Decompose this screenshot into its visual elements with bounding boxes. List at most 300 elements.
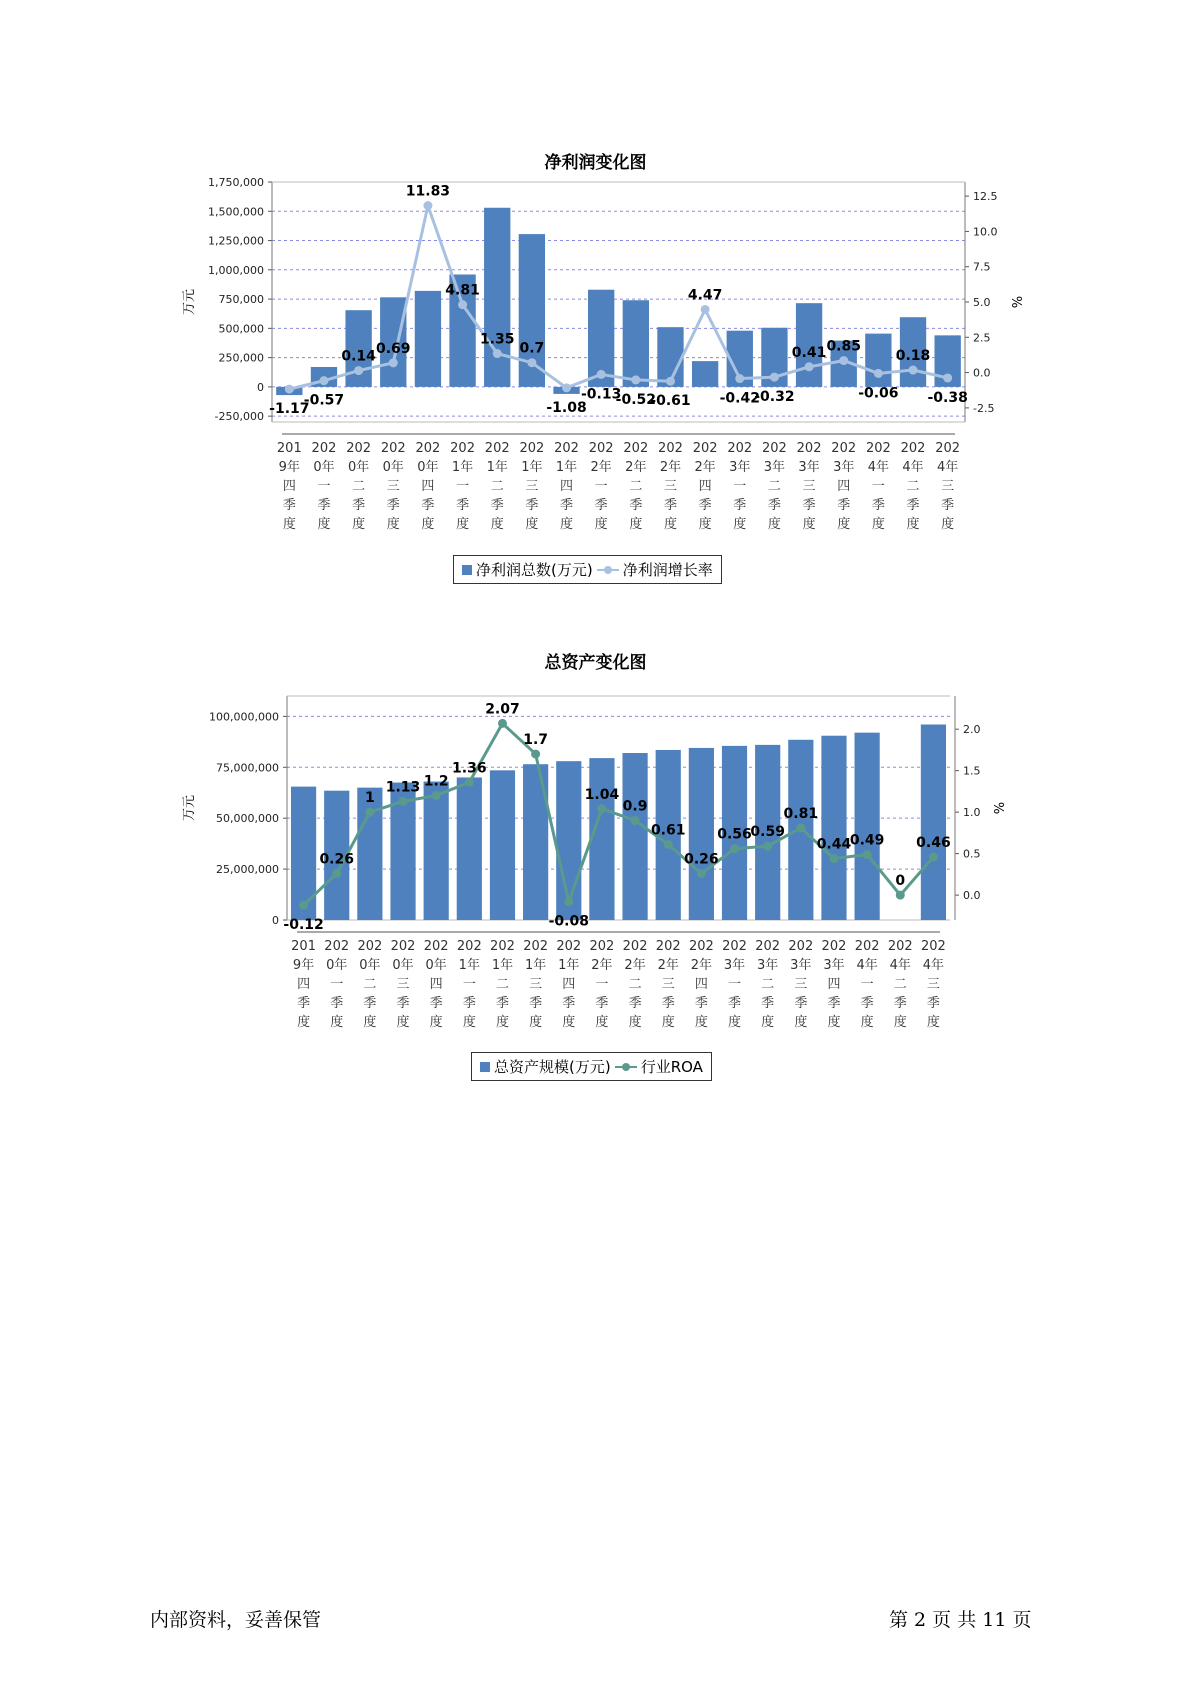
x-tick-label: 202 bbox=[722, 939, 747, 954]
y-axis-title: 万元 bbox=[182, 794, 197, 822]
line-point bbox=[389, 358, 398, 367]
x-tick-label: 度 bbox=[317, 517, 331, 532]
x-tick-label: 一 bbox=[462, 977, 476, 992]
line-point bbox=[631, 816, 640, 825]
x-tick-label: 一 bbox=[595, 977, 609, 992]
data-label: 1.04 bbox=[584, 786, 620, 803]
x-tick-label: 季 bbox=[297, 996, 311, 1011]
x-tick-label: 季 bbox=[363, 996, 377, 1011]
x-tick-label: 度 bbox=[893, 1015, 907, 1030]
bar bbox=[415, 291, 441, 387]
x-tick-label: 二 bbox=[906, 479, 920, 494]
x-tick-label: 2年 bbox=[690, 958, 713, 973]
x-tick-label: 二 bbox=[352, 479, 366, 494]
x-tick-label: 季 bbox=[560, 498, 574, 513]
x-tick-label: 0年 bbox=[425, 958, 447, 973]
x-tick-label: 度 bbox=[629, 517, 643, 532]
y-tick-label: 1,500,000 bbox=[208, 205, 264, 219]
x-tick-label: 2年 bbox=[694, 460, 716, 475]
x-tick-label: 度 bbox=[761, 1015, 775, 1030]
x-tick-label: 202 bbox=[346, 441, 372, 456]
x-tick-label: 季 bbox=[871, 498, 885, 513]
line-point bbox=[458, 300, 467, 309]
x-tick-label: 季 bbox=[761, 996, 775, 1011]
data-label: 0.14 bbox=[341, 348, 376, 365]
data-label: 0.49 bbox=[849, 832, 885, 849]
legend-line-swatch bbox=[597, 565, 619, 575]
y2-tick-label: 0.5 bbox=[963, 847, 981, 861]
x-tick-label: 四 bbox=[429, 977, 443, 992]
x-tick-label: 1年 bbox=[555, 460, 578, 475]
line-point bbox=[666, 377, 675, 386]
x-tick-label: 202 bbox=[519, 441, 545, 456]
x-tick-label: 度 bbox=[352, 517, 366, 532]
y2-tick-label: 5.0 bbox=[973, 296, 991, 309]
x-tick-label: 3年 bbox=[790, 958, 812, 973]
x-tick-label: 度 bbox=[525, 517, 539, 532]
x-tick-label: 度 bbox=[495, 1015, 509, 1030]
x-tick-label: 三 bbox=[386, 479, 400, 494]
data-label: 0.85 bbox=[826, 338, 861, 355]
x-tick-label: 2年 bbox=[625, 460, 647, 475]
x-tick-label: 度 bbox=[728, 1015, 742, 1030]
x-tick-label: 度 bbox=[396, 1015, 410, 1030]
line-point bbox=[701, 305, 710, 314]
data-label: 0.26 bbox=[319, 851, 354, 868]
data-label: -0.38 bbox=[927, 389, 968, 406]
x-tick-label: 一 bbox=[860, 977, 874, 992]
data-label: 0.59 bbox=[750, 824, 785, 841]
line-point bbox=[796, 823, 805, 832]
x-tick-label: 度 bbox=[628, 1015, 642, 1030]
data-label: 1.2 bbox=[423, 773, 449, 790]
line-point bbox=[735, 374, 744, 383]
line-point bbox=[943, 373, 952, 382]
x-tick-label: 202 bbox=[490, 939, 515, 954]
x-tick-label: 三 bbox=[941, 479, 955, 494]
y-tick-label: 500,000 bbox=[218, 322, 264, 336]
legend-bar-swatch bbox=[462, 565, 472, 575]
y-tick-label: 750,000 bbox=[218, 293, 264, 307]
x-tick-label: 202 bbox=[831, 441, 857, 456]
line-point bbox=[399, 797, 408, 806]
x-tick-label: 三 bbox=[794, 977, 808, 992]
y-tick-label: 1,000,000 bbox=[208, 263, 264, 277]
x-tick-label: 二 bbox=[893, 977, 907, 992]
x-tick-label: 季 bbox=[728, 996, 742, 1011]
y-tick-label: 25,000,000 bbox=[216, 863, 279, 877]
y2-axis-title: % bbox=[1008, 295, 1023, 309]
x-tick-label: 度 bbox=[562, 1015, 576, 1030]
data-label: -0.61 bbox=[650, 393, 691, 410]
x-tick-label: 202 bbox=[523, 939, 549, 954]
bar bbox=[865, 334, 891, 387]
x-tick-label: 度 bbox=[429, 1015, 443, 1030]
x-tick-label: 度 bbox=[456, 517, 470, 532]
x-tick-label: 202 bbox=[821, 939, 847, 954]
data-label: 0.41 bbox=[791, 344, 827, 361]
x-tick-label: 季 bbox=[352, 498, 366, 513]
data-label: 0.56 bbox=[717, 826, 752, 843]
line-point bbox=[432, 791, 441, 800]
y-tick-label: 1,750,000 bbox=[208, 176, 264, 189]
line-point bbox=[597, 370, 606, 379]
x-tick-label: 度 bbox=[594, 517, 608, 532]
x-tick-label: 1年 bbox=[524, 958, 547, 973]
chart-title: 净利润变化图 bbox=[544, 153, 647, 173]
line-point bbox=[763, 842, 772, 851]
x-tick-label: 度 bbox=[560, 517, 574, 532]
y-tick-label: -250,000 bbox=[214, 410, 264, 424]
x-tick-label: 季 bbox=[594, 498, 608, 513]
x-tick-label: 一 bbox=[733, 479, 747, 494]
bar bbox=[589, 758, 614, 920]
x-tick-label: 202 bbox=[921, 939, 946, 954]
data-label: 1.35 bbox=[479, 331, 515, 348]
x-tick-label: 4年 bbox=[902, 460, 924, 475]
line-point bbox=[597, 804, 606, 813]
line-point bbox=[319, 376, 328, 385]
y2-tick-label: 0.0 bbox=[973, 366, 991, 380]
x-tick-label: 季 bbox=[396, 996, 410, 1011]
x-tick-label: 三 bbox=[529, 977, 543, 992]
x-tick-label: 1年 bbox=[521, 460, 543, 475]
footer-page-number: 第 2 页 共 11 页 bbox=[889, 1609, 1032, 1631]
line-point bbox=[929, 852, 938, 861]
x-tick-label: 3年 bbox=[833, 460, 855, 475]
x-tick-label: 201 bbox=[291, 939, 316, 954]
x-tick-label: 202 bbox=[450, 441, 475, 456]
x-tick-label: 1年 bbox=[491, 958, 514, 973]
x-tick-label: 202 bbox=[854, 939, 880, 954]
data-label: -0.08 bbox=[548, 913, 589, 930]
x-tick-label: 度 bbox=[490, 517, 504, 532]
x-tick-label: 四 bbox=[837, 479, 851, 494]
x-tick-label: 202 bbox=[311, 441, 337, 456]
line-point bbox=[285, 385, 294, 394]
x-tick-label: 季 bbox=[794, 996, 808, 1011]
x-tick-label: 四 bbox=[694, 977, 708, 992]
bar bbox=[692, 361, 718, 387]
x-tick-label: 二 bbox=[761, 977, 775, 992]
x-tick-label: 202 bbox=[415, 441, 441, 456]
x-tick-label: 二 bbox=[490, 479, 504, 494]
x-tick-label: 度 bbox=[837, 517, 851, 532]
x-tick-label: 202 bbox=[692, 441, 718, 456]
data-label: 2.07 bbox=[485, 701, 520, 718]
line-point bbox=[697, 869, 706, 878]
data-label: -0.13 bbox=[580, 386, 622, 403]
x-tick-label: 季 bbox=[663, 498, 677, 513]
x-tick-label: 季 bbox=[661, 996, 675, 1011]
bar bbox=[689, 748, 714, 920]
data-label: 0.69 bbox=[376, 340, 411, 357]
x-tick-label: 一 bbox=[871, 479, 885, 494]
x-tick-label: 二 bbox=[363, 977, 377, 992]
data-label: 0.61 bbox=[650, 822, 686, 839]
x-tick-label: 0年 bbox=[313, 460, 335, 475]
x-tick-label: 三 bbox=[661, 977, 675, 992]
x-tick-label: 四 bbox=[562, 977, 576, 992]
line-point bbox=[631, 375, 640, 384]
y-tick-label: 100,000,000 bbox=[209, 710, 279, 724]
x-tick-label: 3年 bbox=[798, 460, 820, 475]
line-point bbox=[770, 373, 779, 382]
x-tick-label: 二 bbox=[628, 977, 642, 992]
line-point bbox=[863, 850, 872, 859]
x-tick-label: 1年 bbox=[458, 958, 480, 973]
x-tick-label: 202 bbox=[796, 441, 822, 456]
x-tick-label: 度 bbox=[794, 1015, 808, 1030]
x-tick-label: 三 bbox=[396, 977, 410, 992]
y2-tick-label: 1.0 bbox=[963, 806, 981, 820]
x-tick-label: 202 bbox=[380, 441, 406, 456]
data-label: 0 bbox=[895, 873, 906, 890]
x-tick-label: 度 bbox=[802, 517, 816, 532]
x-tick-label: 度 bbox=[663, 517, 677, 532]
line-point bbox=[527, 358, 536, 367]
x-tick-label: 3年 bbox=[723, 958, 746, 973]
x-tick-label: 度 bbox=[282, 517, 296, 532]
data-label: -0.06 bbox=[858, 385, 899, 402]
x-tick-label: 季 bbox=[767, 498, 781, 513]
legend-bar-swatch bbox=[480, 1062, 490, 1072]
data-label: 0.18 bbox=[895, 348, 931, 365]
x-tick-label: 9年 bbox=[292, 958, 315, 973]
y-tick-label: 250,000 bbox=[218, 351, 264, 365]
data-label: 0.9 bbox=[622, 798, 648, 815]
x-tick-label: 季 bbox=[837, 498, 851, 513]
x-tick-label: 2年 bbox=[659, 460, 682, 475]
net-profit-chart-svg bbox=[0, 140, 1191, 560]
x-tick-label: 三 bbox=[663, 479, 677, 494]
x-tick-label: 0年 bbox=[326, 958, 348, 973]
x-tick-label: 0年 bbox=[417, 460, 439, 475]
x-tick-label: 202 bbox=[357, 939, 383, 954]
line-point bbox=[874, 369, 883, 378]
x-tick-label: 1年 bbox=[451, 460, 474, 475]
bar bbox=[623, 300, 649, 387]
y2-tick-label: 2.0 bbox=[963, 723, 981, 737]
data-label: -0.12 bbox=[283, 917, 324, 934]
line-point bbox=[354, 366, 363, 375]
legend-label-roa: 行业ROA bbox=[640, 1058, 703, 1076]
net-profit-chart bbox=[0, 140, 1191, 600]
x-tick-label: 二 bbox=[629, 479, 643, 494]
line-point bbox=[423, 201, 432, 210]
data-label: -0.42 bbox=[719, 390, 760, 407]
x-tick-label: 202 bbox=[484, 441, 510, 456]
x-tick-label: 9年 bbox=[278, 460, 300, 475]
y-tick-label: 1,250,000 bbox=[208, 234, 264, 248]
bar bbox=[921, 725, 946, 920]
x-tick-label: 季 bbox=[629, 498, 643, 513]
x-tick-label: 202 bbox=[655, 939, 681, 954]
y2-tick-label: 7.5 bbox=[973, 260, 991, 274]
x-tick-label: 4年 bbox=[937, 460, 959, 475]
y-tick-label: 0 bbox=[272, 914, 279, 927]
x-tick-label: 季 bbox=[490, 498, 504, 513]
x-tick-label: 202 bbox=[727, 441, 753, 456]
x-tick-label: 一 bbox=[594, 479, 608, 494]
y2-tick-label: -2.5 bbox=[973, 401, 995, 415]
data-label: 4.47 bbox=[687, 287, 723, 304]
x-tick-label: 202 bbox=[390, 939, 416, 954]
x-tick-label: 202 bbox=[865, 441, 891, 456]
x-tick-label: 四 bbox=[827, 977, 841, 992]
x-tick-label: 3年 bbox=[823, 958, 845, 973]
x-tick-label: 1年 bbox=[486, 460, 508, 475]
data-label: -0.52 bbox=[615, 391, 657, 408]
x-tick-label: 季 bbox=[421, 498, 435, 513]
x-tick-label: 201 bbox=[276, 441, 302, 456]
bar bbox=[622, 753, 647, 920]
x-tick-label: 四 bbox=[421, 479, 435, 494]
x-tick-label: 季 bbox=[525, 498, 539, 513]
data-label: 11.83 bbox=[405, 183, 451, 200]
legend-line-swatch bbox=[615, 1062, 637, 1072]
bar bbox=[357, 788, 382, 920]
chart-legend bbox=[471, 1052, 712, 1081]
x-tick-label: 202 bbox=[556, 939, 582, 954]
y-axis-title: 万元 bbox=[182, 288, 197, 316]
y-tick-label: 50,000,000 bbox=[216, 812, 279, 826]
x-tick-label: 季 bbox=[628, 996, 642, 1011]
x-tick-label: 度 bbox=[386, 517, 400, 532]
x-tick-label: 202 bbox=[935, 441, 961, 456]
line-point bbox=[562, 383, 571, 392]
x-tick-label: 度 bbox=[297, 1015, 311, 1030]
y2-tick-label: 1.5 bbox=[963, 764, 981, 778]
x-tick-label: 202 bbox=[788, 939, 814, 954]
data-label: 0.26 bbox=[684, 851, 719, 868]
x-tick-label: 季 bbox=[429, 996, 443, 1011]
x-tick-label: 202 bbox=[688, 939, 714, 954]
line-point bbox=[564, 897, 573, 906]
data-label: 0.46 bbox=[916, 834, 951, 851]
x-tick-label: 0年 bbox=[347, 460, 370, 475]
x-tick-label: 度 bbox=[661, 1015, 675, 1030]
data-label: 1.13 bbox=[385, 779, 421, 796]
x-tick-label: 季 bbox=[893, 996, 907, 1011]
x-tick-label: 季 bbox=[827, 996, 841, 1011]
x-tick-label: 2年 bbox=[591, 958, 613, 973]
y2-tick-label: 0.0 bbox=[963, 889, 981, 903]
x-tick-label: 0年 bbox=[359, 958, 381, 973]
x-tick-label: 四 bbox=[297, 977, 311, 992]
bar bbox=[484, 208, 510, 387]
x-tick-label: 度 bbox=[767, 517, 781, 532]
chart-title: 总资产变化图 bbox=[544, 653, 647, 673]
line-point bbox=[664, 840, 673, 849]
x-tick-label: 202 bbox=[588, 441, 614, 456]
x-tick-label: 度 bbox=[694, 1015, 708, 1030]
x-tick-label: 四 bbox=[282, 479, 296, 494]
legend-label-total-assets: 总资产规模(万元) bbox=[494, 1058, 611, 1076]
x-tick-label: 季 bbox=[317, 498, 331, 513]
y2-tick-label: 10.0 bbox=[973, 225, 998, 239]
x-tick-label: 季 bbox=[562, 996, 576, 1011]
x-tick-label: 季 bbox=[941, 498, 955, 513]
x-tick-label: 度 bbox=[529, 1015, 543, 1030]
x-tick-label: 四 bbox=[698, 479, 712, 494]
x-tick-label: 3年 bbox=[763, 460, 786, 475]
legend-label-net-profit: 净利润总数(万元) bbox=[476, 561, 593, 579]
line-point bbox=[730, 844, 739, 853]
x-tick-label: 度 bbox=[906, 517, 920, 532]
total-assets-chart-svg bbox=[0, 640, 1191, 1050]
x-tick-label: 202 bbox=[423, 939, 449, 954]
x-tick-label: 季 bbox=[330, 996, 344, 1011]
x-tick-label: 季 bbox=[529, 996, 543, 1011]
x-tick-label: 一 bbox=[330, 977, 344, 992]
bar bbox=[821, 736, 846, 920]
data-label: 0.81 bbox=[783, 805, 819, 822]
total-assets-chart bbox=[0, 640, 1191, 1090]
x-tick-label: 2年 bbox=[624, 958, 646, 973]
line-point bbox=[909, 366, 918, 375]
x-tick-label: 4年 bbox=[922, 958, 945, 973]
x-tick-label: 4年 bbox=[856, 958, 878, 973]
x-tick-label: 202 bbox=[887, 939, 913, 954]
x-tick-label: 一 bbox=[317, 479, 331, 494]
x-tick-label: 二 bbox=[767, 479, 781, 494]
bar bbox=[457, 777, 482, 920]
y-tick-label: 0 bbox=[257, 380, 264, 394]
footer-confidential-note: 内部资料，妥善保管 bbox=[150, 1609, 322, 1631]
data-label: 1.36 bbox=[452, 760, 487, 777]
bar bbox=[490, 770, 515, 920]
x-tick-label: 三 bbox=[802, 479, 816, 494]
x-tick-label: 一 bbox=[728, 977, 742, 992]
y2-axis-title: % bbox=[990, 801, 1005, 815]
data-label: 0.44 bbox=[816, 836, 852, 853]
data-label: 4.81 bbox=[445, 282, 480, 299]
x-tick-label: 度 bbox=[860, 1015, 874, 1030]
x-tick-label: 2年 bbox=[657, 958, 679, 973]
x-tick-label: 度 bbox=[363, 1015, 377, 1030]
x-tick-label: 2年 bbox=[590, 460, 612, 475]
x-tick-label: 202 bbox=[755, 939, 781, 954]
bar bbox=[291, 787, 316, 920]
x-tick-label: 度 bbox=[698, 517, 712, 532]
x-tick-label: 3年 bbox=[729, 460, 751, 475]
x-tick-label: 季 bbox=[926, 996, 940, 1011]
x-tick-label: 202 bbox=[324, 939, 350, 954]
y2-tick-label: 12.5 bbox=[973, 190, 998, 204]
x-tick-label: 0年 bbox=[382, 460, 404, 475]
line-point bbox=[332, 869, 341, 878]
x-tick-label: 季 bbox=[282, 498, 296, 513]
x-tick-label: 202 bbox=[623, 441, 649, 456]
y2-tick-label: 2.5 bbox=[973, 331, 991, 345]
data-label: 1.7 bbox=[523, 732, 549, 749]
y-tick-label: 75,000,000 bbox=[216, 761, 279, 775]
x-tick-label: 度 bbox=[926, 1015, 940, 1030]
line-point bbox=[299, 901, 308, 910]
x-tick-label: 度 bbox=[330, 1015, 344, 1030]
data-label: -0.32 bbox=[754, 389, 795, 406]
x-tick-label: 四 bbox=[560, 479, 574, 494]
legend-label-growth-rate: 净利润增长率 bbox=[622, 561, 713, 579]
x-tick-label: 度 bbox=[941, 517, 955, 532]
bar bbox=[424, 782, 449, 920]
line-point bbox=[896, 891, 905, 900]
x-tick-label: 4年 bbox=[889, 958, 911, 973]
data-label: -1.17 bbox=[269, 401, 310, 418]
x-tick-label: 202 bbox=[589, 939, 615, 954]
line-point bbox=[829, 854, 838, 863]
